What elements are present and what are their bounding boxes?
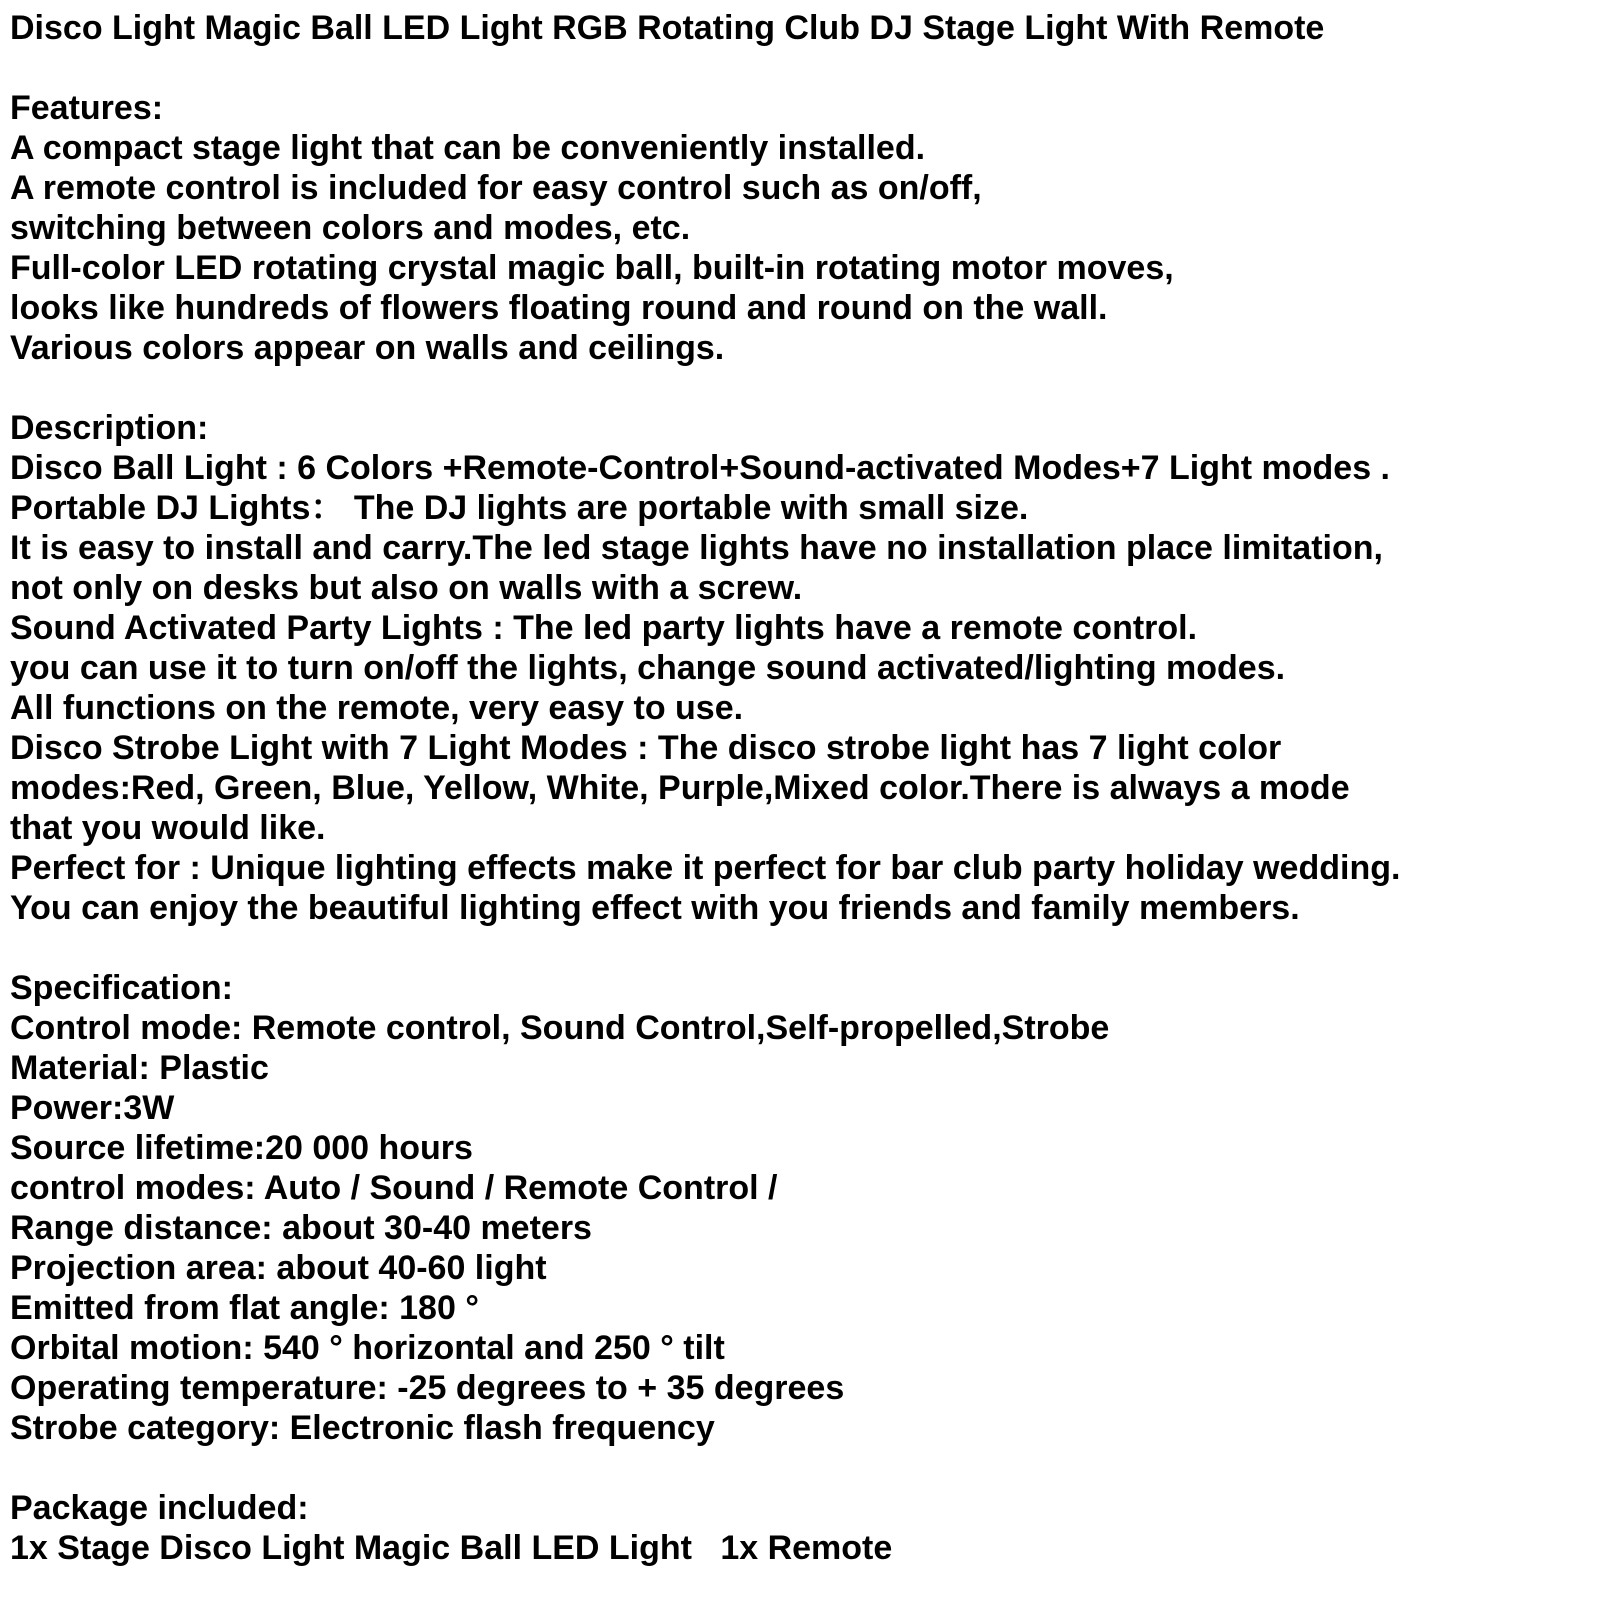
spacer: [10, 1448, 1600, 1488]
description-section: [10, 408, 1600, 928]
specification-line: Operating temperature: -25 degrees to + 35 degrees: [10, 1369, 845, 1407]
specification-section: [10, 968, 1600, 1448]
package-section: [10, 1488, 1600, 1568]
description-heading: Description:: [10, 409, 209, 447]
specification-line: Material: Plastic: [10, 1049, 269, 1087]
description-line: Portable DJ Lights： The DJ lights are portable with small size.: [10, 489, 1029, 527]
features-section: [10, 88, 1600, 368]
features-line: switching between colors and modes, etc.: [10, 209, 691, 247]
features-line: looks like hundreds of flowers floating round and round on the wall.: [10, 289, 1108, 327]
description-line: All functions on the remote, very easy to use.: [10, 689, 744, 727]
spacer: [10, 48, 1600, 88]
document-page: [10, 8, 1600, 1568]
description-line: Disco Ball Light : 6 Colors +Remote-Control+Sound-activated Modes+7 Light modes .: [10, 449, 1391, 487]
specification-line: Source lifetime:20 000 hours: [10, 1129, 473, 1167]
features-heading: Features:: [10, 89, 164, 127]
features-line: A compact stage light that can be conveniently installed.: [10, 129, 926, 167]
specification-line: Projection area: about 40-60 light: [10, 1249, 547, 1287]
specification-line: Emitted from flat angle: 180 °: [10, 1289, 479, 1327]
description-line: Sound Activated Party Lights : The led party lights have a remote control.: [10, 609, 1198, 647]
description-line: you can use it to turn on/off the lights, change sound activated/lighting modes.: [10, 649, 1286, 687]
spacer: [10, 928, 1600, 968]
features-line: A remote control is included for easy control such as on/off,: [10, 169, 982, 207]
description-line: It is easy to install and carry.The led stage lights have no installation place limitation,: [10, 529, 1383, 567]
specification-line: Strobe category: Electronic flash frequency: [10, 1409, 715, 1447]
spacer: [10, 368, 1600, 408]
specification-line: Power:3W: [10, 1089, 175, 1127]
features-line: Various colors appear on walls and ceilings.: [10, 329, 725, 367]
specification-line: control modes: Auto / Sound / Remote Control /: [10, 1169, 778, 1207]
description-line: that you would like.: [10, 809, 326, 847]
specification-line: Range distance: about 30-40 meters: [10, 1209, 592, 1247]
description-line: Disco Strobe Light with 7 Light Modes : The disco strobe light has 7 light color: [10, 729, 1282, 767]
package-heading: Package included:: [10, 1489, 309, 1527]
specification-line: Orbital motion: 540 ° horizontal and 250 ° tilt: [10, 1329, 725, 1367]
document-title: Disco Light Magic Ball LED Light RGB Rotating Club DJ Stage Light With Remote: [10, 9, 1325, 47]
description-line: not only on desks but also on walls with a screw.: [10, 569, 803, 607]
features-line: Full-color LED rotating crystal magic ball, built-in rotating motor moves,: [10, 249, 1174, 287]
description-line: You can enjoy the beautiful lighting effect with you friends and family members.: [10, 889, 1300, 927]
description-line: Perfect for : Unique lighting effects make it perfect for bar club party holiday wedding.: [10, 849, 1401, 887]
description-line: modes:Red, Green, Blue, Yellow, White, Purple,Mixed color.There is always a mode: [10, 769, 1350, 807]
package-line: 1x Stage Disco Light Magic Ball LED Light 1x Remote: [10, 1529, 893, 1567]
specification-heading: Specification:: [10, 969, 233, 1007]
specification-line: Control mode: Remote control, Sound Control,Self-propelled,Strobe: [10, 1009, 1110, 1047]
